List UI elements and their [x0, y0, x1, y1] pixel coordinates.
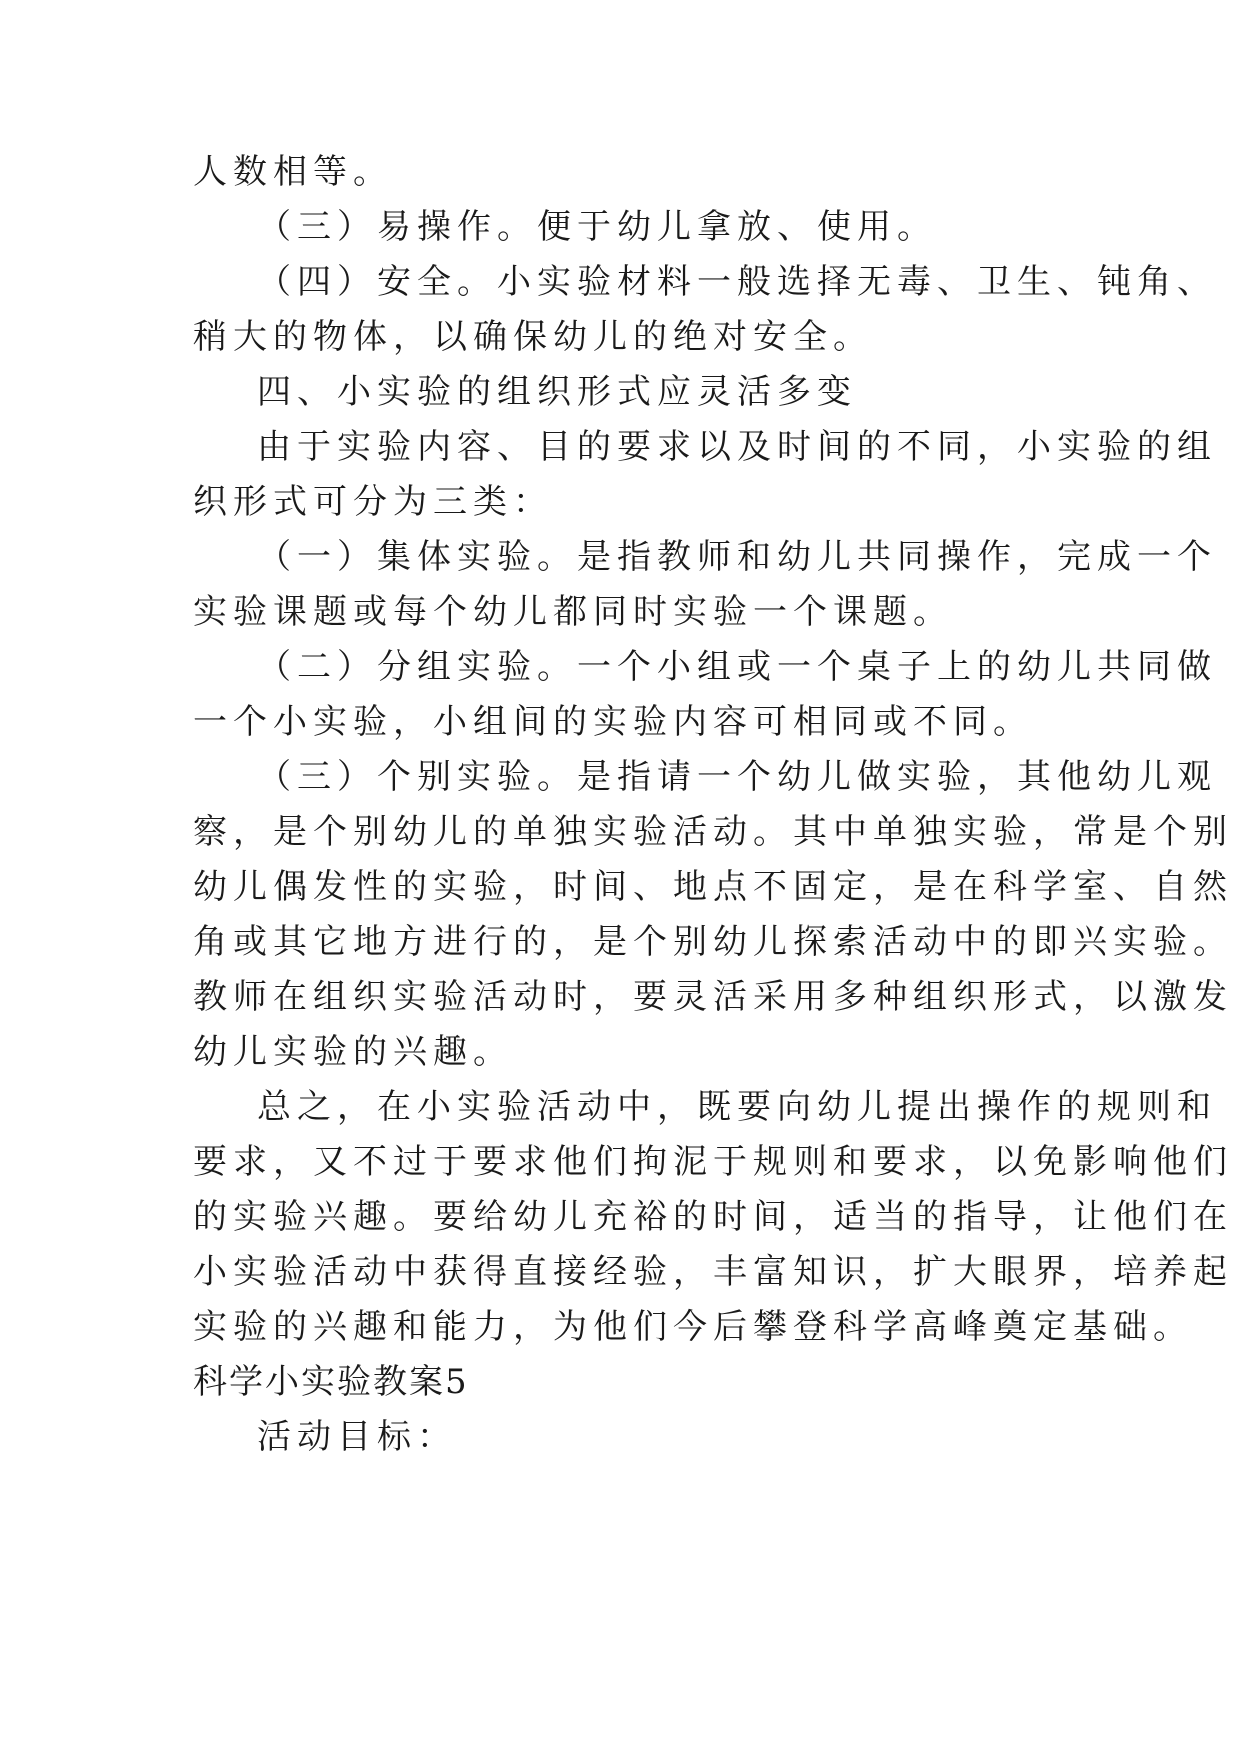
paragraph-line: 稍大的物体，以确保幼儿的绝对安全。 [193, 317, 873, 357]
paragraph-line: 的实验兴趣。要给幼儿充裕的时间，适当的指导，让他们在 [193, 1197, 1233, 1237]
paragraph-line: 一个小实验，小组间的实验内容可相同或不同。 [193, 702, 1033, 742]
paragraph-line: 人数相等。 [193, 152, 393, 192]
paragraph-line: 活动目标： [257, 1417, 457, 1457]
paragraph-line: 小实验活动中获得直接经验，丰富知识，扩大眼界，培养起 [193, 1252, 1233, 1292]
document-title: 科学小实验教案5 [193, 1362, 469, 1402]
paragraph-line: （二）分组实验。一个小组或一个桌子上的幼儿共同做 [257, 647, 1217, 687]
paragraph-line: （一）集体实验。是指教师和幼儿共同操作，完成一个 [257, 537, 1217, 577]
paragraph-line: （三）个别实验。是指请一个幼儿做实验，其他幼儿观 [257, 757, 1217, 797]
paragraph-line: 察，是个别幼儿的单独实验活动。其中单独实验，常是个别 [193, 812, 1233, 852]
paragraph-line: 教师在组织实验活动时，要灵活采用多种组织形式，以激发 [193, 977, 1233, 1017]
section-heading: 四、小实验的组织形式应灵活多变 [257, 372, 857, 412]
paragraph-line: 由于实验内容、目的要求以及时间的不同，小实验的组 [257, 427, 1217, 467]
paragraph-line: 总之，在小实验活动中，既要向幼儿提出操作的规则和 [257, 1087, 1217, 1127]
paragraph-line: （四）安全。小实验材料一般选择无毒、卫生、钝角、 [257, 262, 1217, 302]
paragraph-line: 要求，又不过于要求他们拘泥于规则和要求，以免影响他们 [193, 1142, 1233, 1182]
paragraph-line: 实验课题或每个幼儿都同时实验一个课题。 [193, 592, 953, 632]
paragraph-line: 实验的兴趣和能力，为他们今后攀登科学高峰奠定基础。 [193, 1307, 1193, 1347]
paragraph-line: （三）易操作。便于幼儿拿放、使用。 [257, 207, 937, 247]
paragraph-line: 角或其它地方进行的，是个别幼儿探索活动中的即兴实验。 [193, 922, 1233, 962]
paragraph-line: 幼儿实验的兴趣。 [193, 1032, 513, 1072]
paragraph-line: 幼儿偶发性的实验，时间、地点不固定，是在科学室、自然 [193, 867, 1233, 907]
paragraph-line: 织形式可分为三类： [193, 482, 553, 522]
